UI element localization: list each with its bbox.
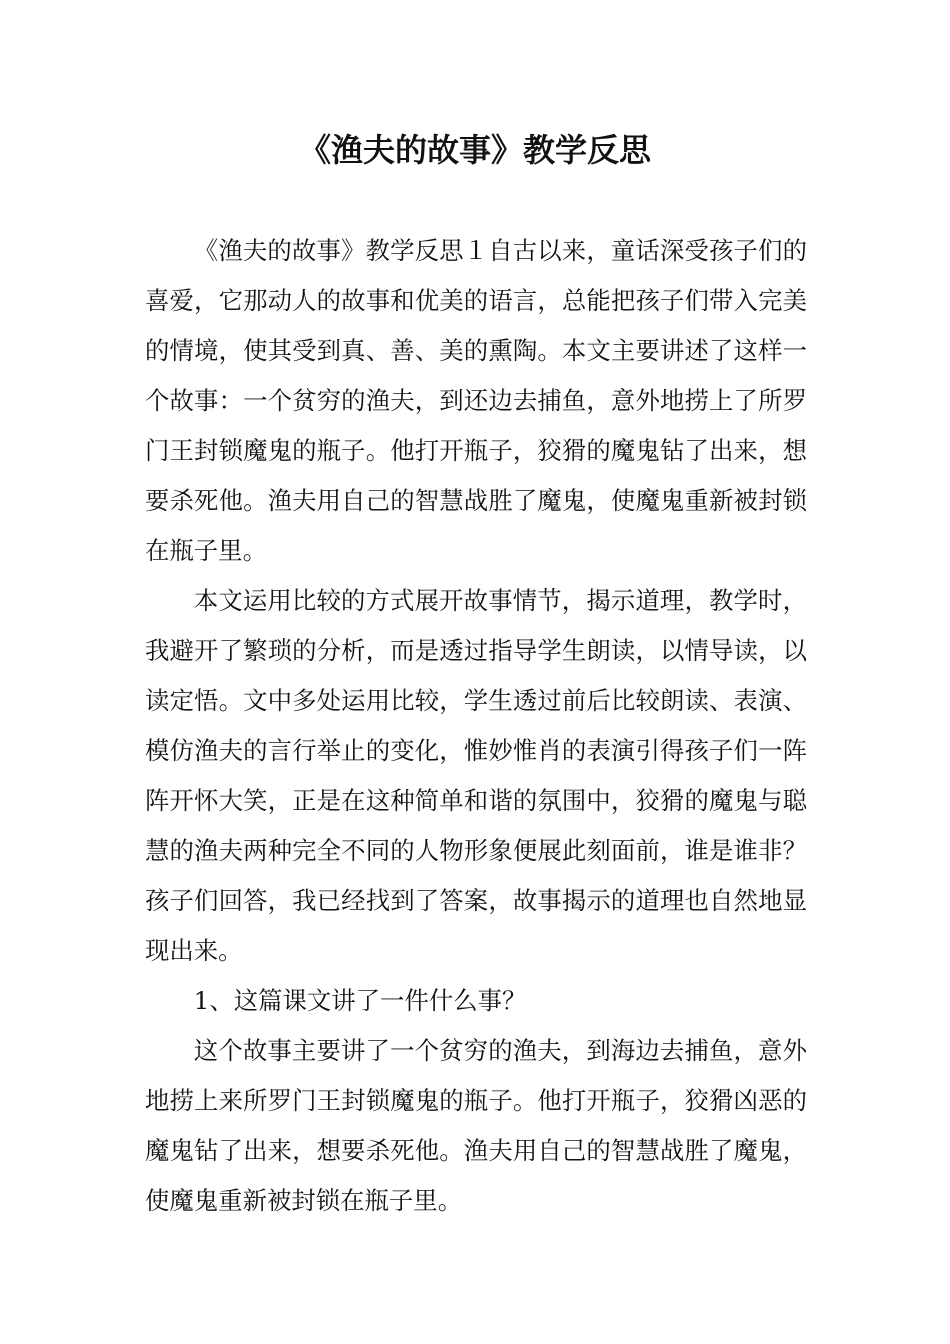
paragraph-intro: 《渔夫的故事》教学反思１自古以来，童话深受孩子们的喜爱，它那动人的故事和优美的语言，总能把孩子们带入完美的情境，使其受到真、善、美的熏陶。本文主要讲述了这样一个故事：一个贫穷的渔夫，到还边去捕鱼，意外地捞上了所罗门王封锁魔鬼的瓶子。他打开瓶子，狡猾的魔鬼钻了出来，想要杀死他。渔夫用自己的智慧战胜了魔鬼，使魔鬼重新被封锁在瓶子里。 [145, 236, 807, 565]
paragraph-teaching-method: 本文运用比较的方式展开故事情节，揭示道理，教学时，我避开了繁琐的分析，而是透过指导学生朗读，以情导读，以读定悟。文中多处运用比较，学生透过前后比较朗读、表演、模仿渔夫的言行举止的变化，惟妙惟肖的表演引得孩子们一阵阵开怀大笑，正是在这种简单和谐的氛围中，狡猾的魔鬼与聪慧的渔夫两种完全不同的人物形象便展此刻面前，谁是谁非？孩子们回答，我已经找到了答案，故事揭示的道理也自然地显现出来。 [145, 586, 807, 965]
document-body [145, 226, 807, 1226]
paragraph-answer-1: 这个故事主要讲了一个贫穷的渔夫，到海边去捕鱼，意外地捞上来所罗门王封锁魔鬼的瓶子。他打开瓶子，狡猾凶恶的魔鬼钻了出来，想要杀死他。渔夫用自己的智慧战胜了魔鬼，使魔鬼重新被封锁在瓶子里。 [145, 1036, 807, 1215]
document-title: 《渔夫的故事》教学反思 [298, 131, 651, 169]
paragraph-question-1: 1、这篇课文讲了一件什么事？ [193, 986, 527, 1015]
